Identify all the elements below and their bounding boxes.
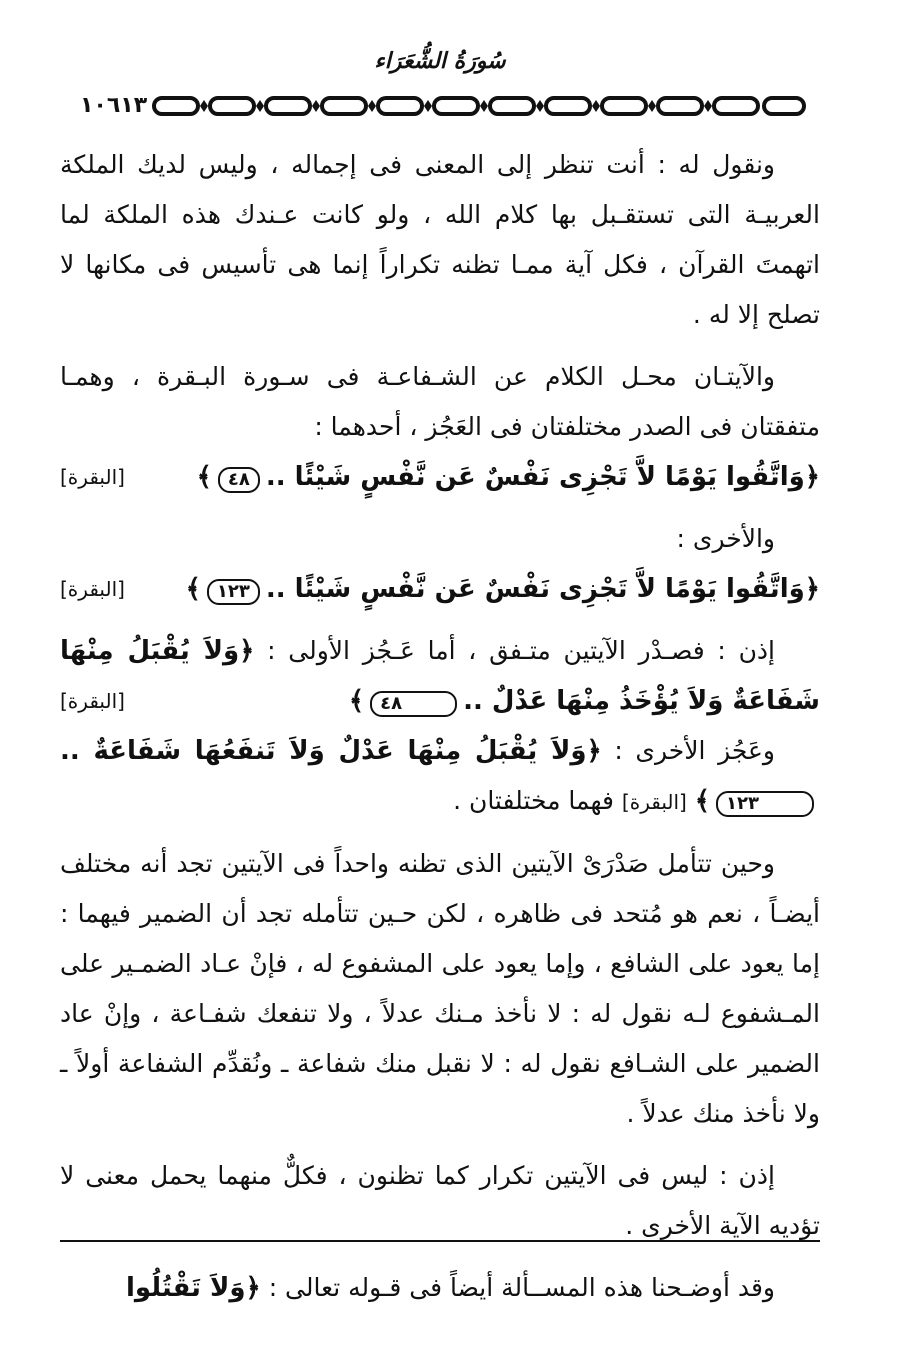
ayah-number: ٤٨ (218, 467, 260, 493)
verse-row-2 (60, 564, 820, 614)
verse-2-text: وَاتَّقُوا يَوْمًا لاَّ تَجْزِى نَفْسٌ عَن نَّفْسٍ شَيْئًا .. (265, 573, 805, 604)
header-ornament (40, 92, 820, 120)
ornate-close-bracket: ﴾ (348, 686, 365, 716)
ornate-open-bracket: ﴿ (804, 461, 820, 492)
paragraph-7 (60, 1263, 820, 1313)
paragraph-3-verse-text: وَلاَ يُقْبَلُ مِنْهَا شَفَاعَةٌ وَلاَ يُؤْخَذُ مِنْهَا عَدْلٌ .. (60, 636, 820, 716)
paragraph-5: وحين تتأمل صَدْرَىْ الآيتين الذى تظنه واحداً فى الآيتين تجد أنه مختلف أيضـاً ، نعم هو مُتحد فى ظاهره ، لكن حـين تتأمله تجد أن الضمير فيهما : إما يعود على الشافع ، وإما يعود على المشفوع له ، فإنْ عـاد الضمـير على المـشفوع لـه نقول له : لا نأخذ مـنك عدلاً ، ولا تنفعك شفـاعة ، وإنْ عاد الضمير على الشـافع نقول له : لا نقبل منك شفاعة ـ ونُقدِّم الشفاعة أولاً ـ ولا نأخذ منك عدلاً . (60, 849, 820, 1128)
ayah-number: ١٢٣ (207, 579, 260, 605)
ayah-number: ١٢٣ (716, 791, 814, 817)
ornate-open-bracket: ﴿ (239, 636, 255, 666)
paragraph-3 (60, 626, 820, 726)
paragraph-4-tail: فهما مختلفتان . (453, 786, 614, 815)
verse-2 (186, 574, 820, 605)
ornate-close-bracket: ﴾ (694, 786, 711, 816)
ornate-close-bracket: ﴾ (185, 573, 201, 604)
ornate-close-bracket: ﴾ (196, 461, 212, 492)
other-label: والأخرى : (676, 524, 775, 553)
paragraph-7-verse-text: وَلاَ تَقْتُلُوا (126, 1273, 246, 1303)
footer-rule (60, 1240, 820, 1242)
surah-title: سُورَةُ الشُّعَرَاء (374, 48, 506, 74)
verse-1-text: وَاتَّقُوا يَوْمًا لاَّ تَجْزِى نَفْسٌ عَن نَّفْسٍ شَيْئًا .. (265, 461, 805, 492)
paragraph-7-verse (126, 1273, 261, 1303)
paragraph-4-verse-text: وَلاَ يُقْبَلُ مِنْهَا عَدْلٌ وَلاَ تَنفَعُهَا شَفَاعَةٌ .. (60, 736, 587, 766)
book-page (60, 30, 820, 1330)
chain-ornament-icon (150, 92, 810, 120)
surah-reference: [البقرة] (621, 790, 687, 814)
ornate-open-bracket: ﴿ (586, 736, 602, 766)
verse-1 (197, 462, 820, 493)
surah-reference: [البقرة] (60, 577, 125, 601)
paragraph-1: ونقول له : أنت تنظر إلى المعنى فى إجماله ، وليس لديك الملكة العربيـة التى تستقـبل بها كلام الله ، ولو كانت عـندك هذه الملكة لما اتهمتَ القرآن ، فكل آية ممـا تظنه تكراراً إنما هى تأسيس فى مكانها لا تصلح إلا له . (60, 150, 820, 329)
verse-row-1 (60, 452, 820, 502)
paragraph-2: والآيتـان محـل الكلام عن الشـفاعـة فى سـورة البـقرة ، وهمـا متفقتان فى الصدر مختلفتان فى العَجُز ، أحدهما : (60, 362, 820, 441)
ornate-open-bracket: ﴿ (804, 573, 820, 604)
surah-reference: [البقرة] (60, 465, 125, 489)
paragraph-4 (60, 726, 820, 827)
paragraph-6: إذن : ليس فى الآيتين تكرار كما تظنون ، فكلٌّ منهما يحمل معنى لا تؤديه الآية الأخرى . (60, 1161, 820, 1240)
page-number: ١٠٦١٣ (80, 93, 148, 118)
ornate-open-bracket: ﴿ (245, 1273, 261, 1303)
paragraph-4-intro: وعَجُز الأخرى : (614, 736, 776, 765)
paragraph-3-intro: إذن : فصـدْر الآيتين متـفق ، أما عَـجُز الأولى : (267, 636, 776, 665)
paragraph-7-intro: وقد أوضـحنا هذه المســألة أيضاً فى قـوله تعالى : (268, 1273, 775, 1302)
ayah-number: ٤٨ (370, 691, 457, 717)
surah-reference: [البقرة] (60, 689, 125, 713)
page-body (60, 140, 820, 1325)
